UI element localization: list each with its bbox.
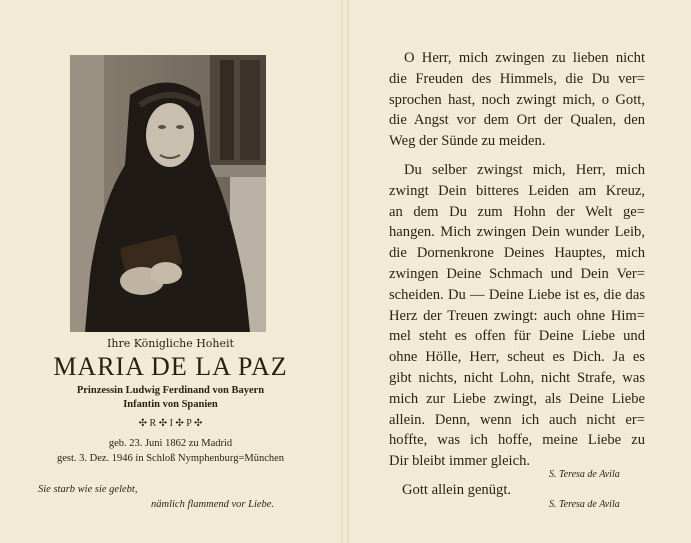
prayer-line: scheiden. Du — Deine Liebe ist es, die das [389,286,645,303]
prayer-line: Du selber zwingst mich, Herr, mich [404,161,645,178]
prayer-line: Dir bleibt immer gleich. [389,453,531,470]
title-line-2: Infantin von Spanien [123,399,218,410]
prayer-text [389,48,645,480]
prayer-line: allein. Denn, wenn ich auch nicht er= [389,411,645,428]
motto-line-1: Sie starb wie sie gelebt, [38,484,138,495]
honorific: Ihre Königliche Hoheit [107,337,234,350]
prayer-line: Herz der Treuen zwingt: auch ohne Him= [389,307,645,324]
portrait-photo [70,55,266,332]
prayer-line: hangen. Mich zwingen Dein wunder Leib, [389,224,645,241]
birth-line: geb. 23. Juni 1862 zu Madrid [108,438,233,449]
prayer-line: die Dornenkrone Deines Hauptes, mich [389,245,645,262]
rip-line: ✣ R ✣ I ✣ P ✣ [138,418,203,429]
prayer-line: zwingen Deine Schmach und Dein Ver= [389,265,645,282]
prayer-paragraph-1 [389,48,645,152]
prayer-line: O Herr, mich zwingen zu lieben nicht [404,50,645,66]
prayer-line: mel steht es offen für Deine Liebe und [389,328,645,345]
prayer-paragraph-2 [389,160,645,472]
motto-line-2: nämlich flammend vor Liebe. [151,499,275,510]
prayer-line: zwingt Dein bitteres Leiden am Kreuz, [389,182,645,199]
attribution-2: S. Teresa de Avila [549,499,620,510]
prayer-line: ohne Hölle, Herr, scheut es Dich. Ja es [389,349,645,366]
prayer-line: gibt nichts, nicht Lohn, nicht Strafe, was [389,369,645,386]
title-line-1: Prinzessin Ludwig Ferdinand von Bayern [76,385,265,396]
prayer-line: Weg der Sünde zu meiden. [389,133,546,150]
deceased-name: MARIA DE LA PAZ [53,352,288,381]
prayer-line: die Angst vor dem Ort der Qualen, den [389,112,645,129]
death-line: gest. 3. Dez. 1946 in Schloß Nymphenburg=München [56,453,285,464]
prayer-line: an dem Du zum Hohn der Welt ge= [389,203,645,220]
closing-line: Gott allein genügt. [402,482,512,498]
card-fold [341,0,349,543]
prayer-line: hoffte, was ich hoffe, meine Liebe zu [389,432,645,449]
prayer-line: mich zur Liebe zwingt, als Deine Liebe [389,390,645,407]
attribution-1: S. Teresa de Avila [549,469,620,480]
portrait-illustration [70,55,266,332]
prayer-line: die Freuden des Himmels, die Du ver= [389,70,645,87]
prayer-line: sprochen hast, noch zwingt mich, o Gott, [389,91,645,108]
